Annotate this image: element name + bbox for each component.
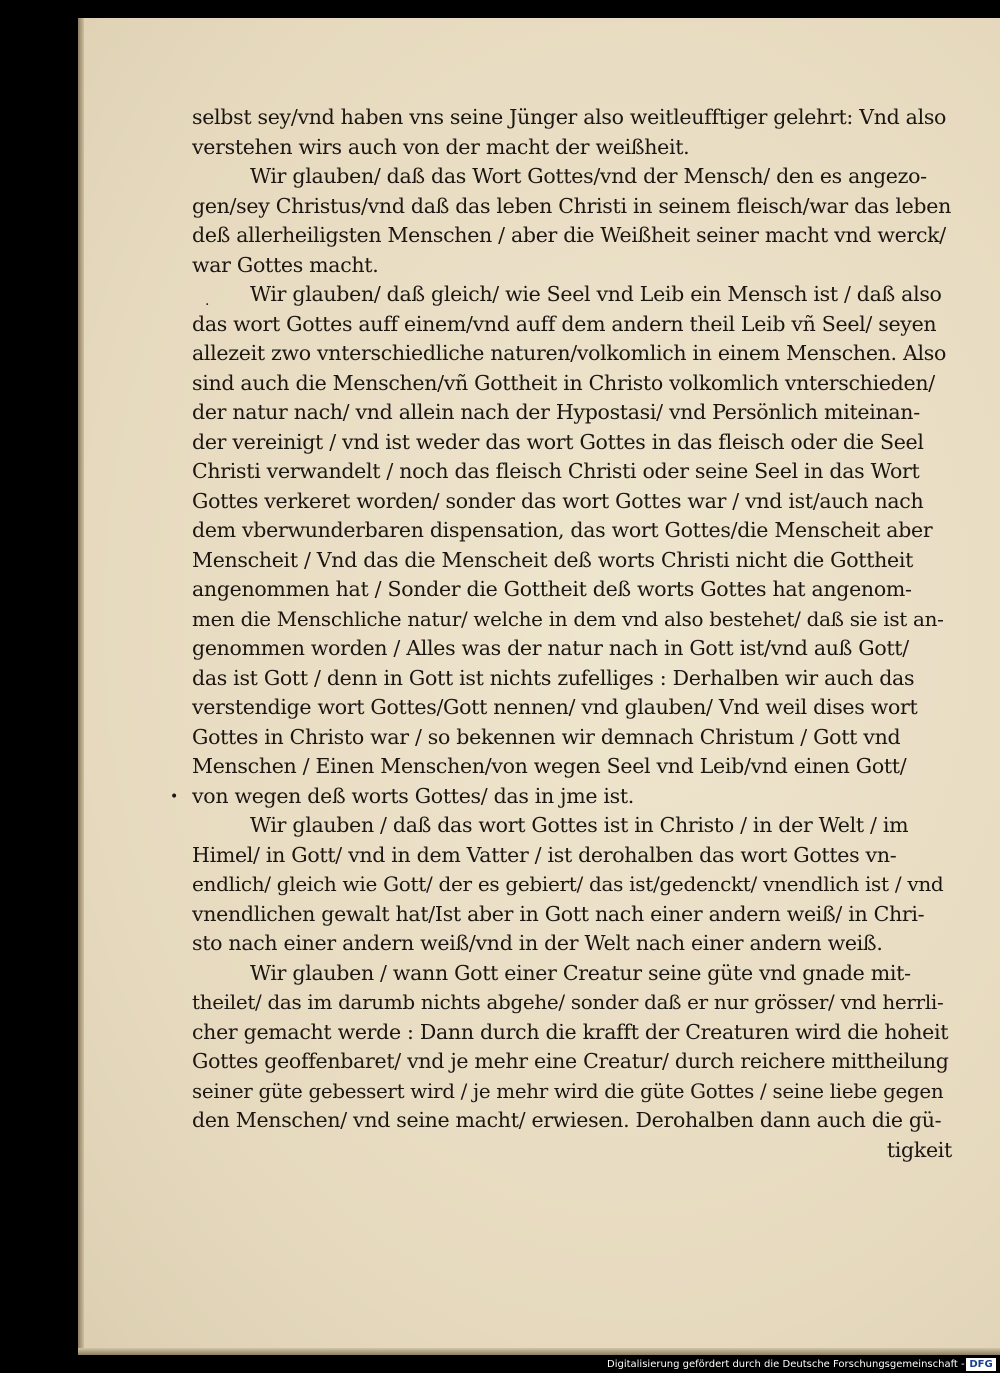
text-line: Gottes verkeret worden/ sonder das wort Gottes war / vnd ist/auch nach	[192, 488, 924, 513]
text-line: dem vberwunderbaren dispensation, das wort Gottes/die Menscheit aber	[192, 518, 933, 542]
text-line: men die Menschliche natur/ welche in dem vnd also bestehet/ daß sie ist an-	[192, 606, 944, 631]
text-line: Wir glauben/ daß das Wort Gottes/vnd der Mensch/ den es angezo-	[250, 164, 927, 188]
funding-notice: Digitalisierung gefördert durch die Deutsche Forschungsgemeinschaft -	[607, 1359, 965, 1370]
marginal-dot: •	[170, 789, 179, 805]
text-line: Gottes in Christo war / so bekennen wir demnach Christum / Gott vnd	[192, 724, 901, 749]
text-line: den Menschen/ vnd seine macht/ erwiesen. Derohalben dann auch die gü-	[192, 1108, 942, 1132]
text-line: Wir glauben / daß das wort Gottes ist in Christo / in der Welt / im	[250, 813, 909, 837]
text-line: endlich/ gleich wie Gott/ der es gebiert/ das ist/gedenckt/ vnendlich ist / vnd	[192, 872, 944, 896]
text-line: selbst sey/vnd haben vns seine Jünger also weitleufftiger gelehrt: Vnd also	[192, 105, 947, 129]
text-line: Menschen / Einen Menschen/von wegen Seel vnd Leib/vnd einen Gott/	[192, 754, 907, 778]
text-line: verstehen wirs auch von der macht der weißheit.	[192, 134, 690, 159]
text-line: Gottes geoffenbaret/ vnd je mehr eine Creatur/ durch reichere mittheilung	[192, 1049, 949, 1073]
text-line: sto nach einer andern weiß/vnd in der Welt nach einer andern weiß.	[192, 931, 883, 955]
text-line: seiner güte gebessert wird / je mehr wird die güte Gottes / seine liebe gegen	[192, 1079, 944, 1103]
text-line: das wort Gottes auff einem/vnd auff dem andern theil Leib vñ Seel/ seyen	[192, 311, 937, 336]
text-line: genommen worden / Alles was der natur nach in Gott ist/vnd auß Gott/	[192, 636, 909, 660]
text-line: tigkeit	[886, 1137, 952, 1162]
text-line: allezeit zwo vnterschiedliche naturen/volkomlich in einem Menschen. Also	[192, 341, 947, 365]
text-line: Menscheit / Vnd das die Menscheit deß worts Christi nicht die Gottheit	[192, 547, 914, 572]
text-line: sind auch die Menschen/vñ Gottheit in Christo volkomlich vnterschieden/	[192, 370, 935, 395]
text-line: Wir glauben/ daß gleich/ wie Seel vnd Leib ein Mensch ist / daß also	[250, 282, 942, 306]
page-binding-edge	[78, 18, 84, 1355]
text-line: angenommen hat / Sonder die Gottheit deß worts Gottes hat angenom-	[192, 577, 912, 601]
digitization-footer	[607, 1356, 1000, 1373]
marginal-dot: ·	[205, 297, 210, 313]
text-line: theilet/ das im darumb nichts abgehe/ sonder daß er nur grösser/ vnd herrli-	[192, 991, 944, 1014]
text-line: deß allerheiligsten Menschen / aber die Weißheit seiner macht vnd werck/	[192, 223, 946, 247]
body-text	[192, 103, 952, 1165]
text-line: der vereinigt / vnd ist weder das wort Gottes in das fleisch oder die Seel	[192, 429, 924, 454]
page-bottom-edge	[78, 1348, 1000, 1355]
text-line: gen/sey Christus/vnd daß das leben Christi in seinem fleisch/war das leben	[192, 193, 951, 218]
dfg-logo: DFG	[966, 1358, 996, 1371]
text-line: verstendige wort Gottes/Gott nennen/ vnd glauben/ Vnd weil dises wort	[192, 695, 918, 719]
text-line: vnendlichen gewalt hat/Ist aber in Gott nach einer andern weiß/ in Chri-	[192, 901, 925, 926]
text-line: cher gemacht werde : Dann durch die krafft der Creaturen wird die hoheit	[192, 1019, 949, 1044]
text-line: das ist Gott / denn in Gott ist nichts zufelliges : Derhalben wir auch das	[192, 665, 915, 690]
text-line: von wegen deß worts Gottes/ das in jme ist.	[192, 783, 635, 808]
text-line: Christi verwandelt / noch das fleisch Christi oder seine Seel in das Wort	[192, 459, 920, 483]
text-line: der natur nach/ vnd allein nach der Hypostasi/ vnd Persönlich miteinan-	[192, 400, 920, 424]
text-line: Wir glauben / wann Gott einer Creatur seine güte vnd gnade mit-	[250, 960, 911, 985]
text-line: war Gottes macht.	[192, 252, 379, 277]
text-line: Himel/ in Gott/ vnd in dem Vatter / ist derohalben das wort Gottes vn-	[192, 842, 897, 867]
